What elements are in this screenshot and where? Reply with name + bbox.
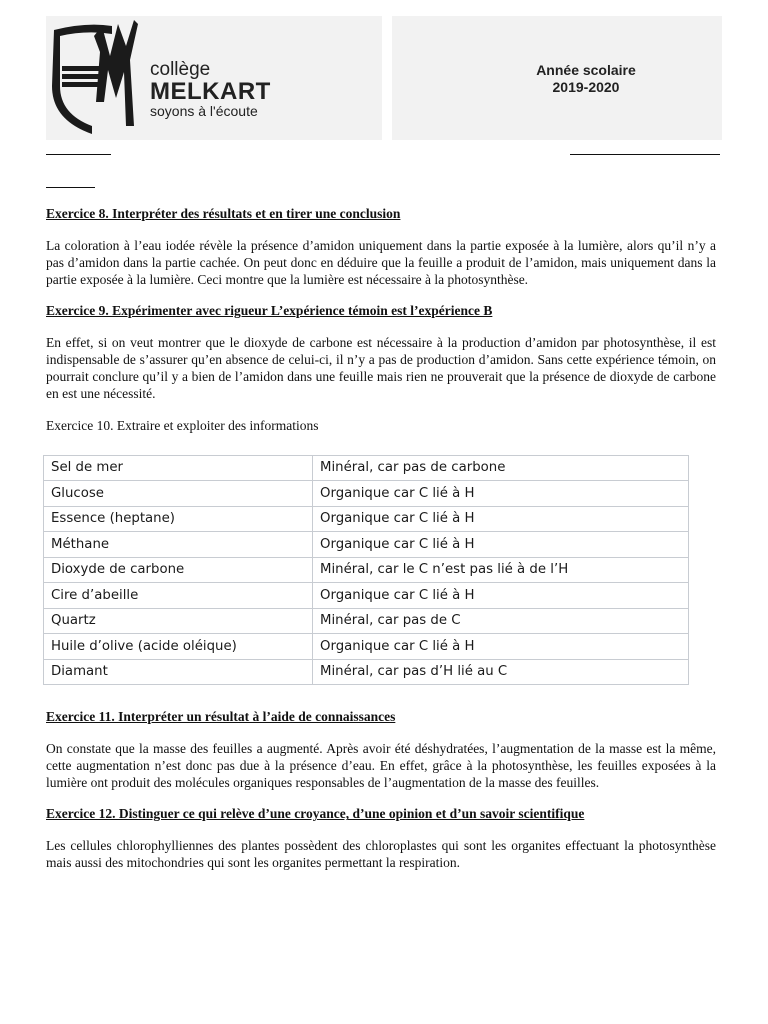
table-row	[44, 532, 689, 558]
exercise-title: Exercice 9. Expérimenter avec rigueur L’expérience témoin est l’expérience B	[46, 303, 493, 319]
header-year-panel	[392, 16, 722, 140]
classification-cell: Minéral, car le C n’est pas lié à de l’H	[313, 557, 689, 583]
classification-cell: Organique car C lié à H	[313, 532, 689, 558]
table-row	[44, 583, 689, 609]
exercise-body: Les cellules chlorophylliennes des plantes possèdent des chloroplastes qui sont les organites effectuant la photosynthèse mais aussi des mitochondries qui sont les organites permettant la respiration.	[46, 838, 716, 871]
exercise-title: Exercice 8. Interpréter des résultats et en tirer une conclusion	[46, 206, 401, 221]
table-row	[44, 481, 689, 507]
exercise-11	[46, 709, 716, 791]
classification-cell: Minéral, car pas de carbone	[313, 455, 689, 481]
table-row	[44, 506, 689, 532]
exercise-body: En effet, si on veut montrer que le dioxyde de carbone est nécessaire à la production d’amidon par photosynthèse, il est indispensable de s’assurer qu’en absence de celui-ci, il n’y a pas de production d’amidon. Sans cette expérience témoin, on pourrait conclure qu’il y a bien de l’amidon dans une feuille mais rien ne prouverait que la présence de dioxyde de carbone en est une nécessité.	[46, 335, 716, 401]
table-row	[44, 608, 689, 634]
substance-cell: Essence (heptane)	[44, 506, 313, 532]
exercise-body: On constate que la masse des feuilles a augmenté. Après avoir été déshydratées, l’augmentation de la masse est la même, cette augmentation n’est donc pas due à la présence d’eau. En effet, grâce à la photosynthèse, les feuilles exposées à la lumière ont produit des molécules organiques responsables de l’augmentation de la masse des feuilles.	[46, 741, 716, 790]
exercise-8	[46, 206, 716, 288]
classification-table	[43, 455, 689, 686]
table-row	[44, 634, 689, 660]
substance-cell: Cire d’abeille	[44, 583, 313, 609]
exercise-title: Exercice 12. Distinguer ce qui relève d’une croyance, d’une opinion et d’un savoir scientifique	[46, 806, 585, 822]
substance-cell: Diamant	[44, 659, 313, 685]
logo-wordmark	[150, 60, 271, 119]
exercise-body: La coloration à l’eau iodée révèle la présence d’amidon uniquement dans la partie exposée à la lumière, alors qu’il n’y a pas d’amidon dans la partie cachée. On peut donc en déduire que la feuille a produit de l’amidon, mais uniquement dans la partie exposée à la lumière. Ceci montre que la lumière est nécessaire à la photosynthèse.	[46, 238, 716, 287]
table-row	[44, 659, 689, 685]
substance-cell: Méthane	[44, 532, 313, 558]
exercise-9	[46, 303, 716, 402]
logo-school-name: MELKART	[150, 78, 271, 105]
substance-cell: Glucose	[44, 481, 313, 507]
substance-cell: Quartz	[44, 608, 313, 634]
school-year-block	[392, 62, 722, 96]
classification-cell: Organique car C lié à H	[313, 506, 689, 532]
class-line	[46, 187, 95, 188]
name-line-right	[570, 154, 720, 155]
table-row	[44, 455, 689, 481]
exercise-title: Exercice 10. Extraire et exploiter des informations	[46, 417, 319, 433]
school-year-label: Année scolaire	[536, 62, 636, 78]
name-line-left	[46, 154, 111, 155]
classification-cell: Minéral, car pas d’H lié au C	[313, 659, 689, 685]
classification-cell: Minéral, car pas de C	[313, 608, 689, 634]
substance-cell: Huile d’olive (acide oléique)	[44, 634, 313, 660]
exercise-10	[46, 418, 716, 686]
logo-college: collège	[150, 59, 211, 80]
exercise-title: Exercice 11. Interpréter un résultat à l’aide de connaissances	[46, 709, 396, 725]
substance-cell: Dioxyde de carbone	[44, 557, 313, 583]
table-row	[44, 557, 689, 583]
school-year-value: 2019-2020	[552, 79, 620, 95]
logo-tagline: soyons à l'écoute	[150, 103, 258, 119]
header-logo-panel	[46, 16, 382, 140]
substance-cell: Sel de mer	[44, 455, 313, 481]
exercise-12	[46, 806, 716, 872]
exercise-content	[46, 206, 716, 872]
classification-cell: Organique car C lié à H	[313, 481, 689, 507]
school-logo-icon	[46, 16, 146, 140]
classification-cell: Organique car C lié à H	[313, 583, 689, 609]
classification-cell: Organique car C lié à H	[313, 634, 689, 660]
